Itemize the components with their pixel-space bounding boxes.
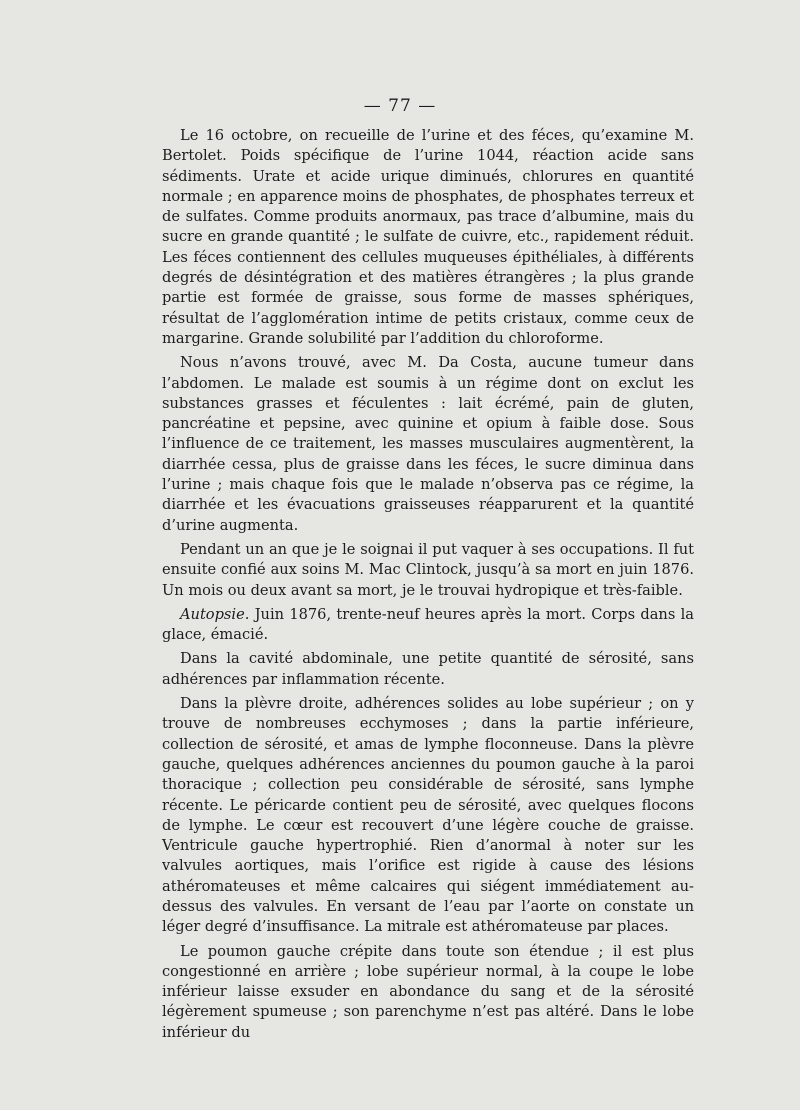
page-number: — 77 — [363, 96, 437, 116]
paragraph-text: Le poumon gauche crépite dans toute son étendue ; il est plus congestionné en arrière ; lobe supérieur normal, à la coupe le lobe inférieur laisse exsuder en abondance du sang et de la sérosité légèrement spumeuse ; son parenchyme n’est pas altéré. Dans le lobe inférieur du [162, 942, 694, 1041]
body-text [162, 126, 694, 1043]
paragraph-text: Juin 1876, trente-neuf heures après la mort. Corps dans la glace, émacié. [162, 605, 694, 644]
paragraph-urine-analysis [162, 126, 694, 349]
paragraph-pleura-heart [162, 694, 694, 938]
paragraph-text: Dans la cavité abdominale, une petite quantité de sérosité, sans adhérences par inflammation récente. [162, 650, 694, 688]
paragraph-lungs [162, 942, 694, 1043]
paragraph-text: Le 16 octobre, on recueille de l’urine et des féces, qu’examine M. Bertolet. Poids spécifique de l’urine 1044, réaction acide sans sédiments. Urate et acide urique diminués, chlorures en quantité normale ; en apparence moins de phosphates, de phosphates terreux et de sulfates. Comme produits anormaux, pas trace d’albumine, mais du sucre en grande quantité ; le sulfate de cuivre, etc., rapidement réduit. Les féces contiennent des cellules muqueuses épithéliales, à différents degrés de désintégration et des matières étrangères ; la plus grande partie est formée de graisse, sous forme de masses sphériques, résultat de l’agglomération intime de petits cristaux, comme ceux de margarine. Grande solubilité par l’addition du chloroforme. [162, 127, 694, 347]
paragraph-autopsy [162, 605, 694, 646]
paragraph-treatment [162, 353, 694, 536]
paragraph-text: Nous n’avons trouvé, avec M. Da Costa, aucune tumeur dans l’abdomen. Le malade est soumis à un régime dont on exclut les substances grasses et féculentes : lait écrémé, pain de gluten, pancréatine et pepsine, avec quinine et opium à faible dose. Sous l’influence de ce traitement, les masses musculaires augmentèrent, la diarrhée cessa, plus de graisse dans les féces, le sucre diminua dans l’urine ; mais chaque fois que le malade n’observa pas ce régime, la diarrhée et les évacuations graisseuses réapparurent et la quantité d’urine augmenta. [162, 354, 694, 534]
paragraph-text: Pendant un an que je le soignai il put vaquer à ses occupations. Il fut ensuite confié aux soins M. Mac Clintock, jusqu’à sa mort en juin 1876. Un mois ou deux avant sa mort, je le trouvai hydropique et très-faible. [162, 540, 694, 599]
paragraph-text: Dans la plèvre droite, adhérences solides au lobe supérieur ; on y trouve de nombreuses ecchymoses ; dans la partie inférieure, collection de sérosité, et amas de lymphe floconneuse. Dans la plèvre gauche, quelques adhérences anciennes du poumon gauche à la paroi thoracique ; collection peu considérable de sérosité, sans lymphe récente. Le péricarde contient peu de sérosité, avec quelques flocons de lymphe. Le cœur est recouvert d’une légère couche de graisse. Ventricule gauche hypertrophié. Rien d’anormal à noter sur les valvules aortiques, mais l’orifice est rigide à cause des lésions athéromateuses et même calcaires qui siégent immédiatement au-dessus des valvules. En versant de l’eau par l’aorte on constate un léger degré d’insuffisance. La mitrale est athéromateuse par places. [162, 695, 694, 936]
paragraph-lead: Autopsie. [180, 605, 250, 623]
paragraph-follow-up [162, 540, 694, 601]
paragraph-abdominal-cavity [162, 649, 694, 690]
